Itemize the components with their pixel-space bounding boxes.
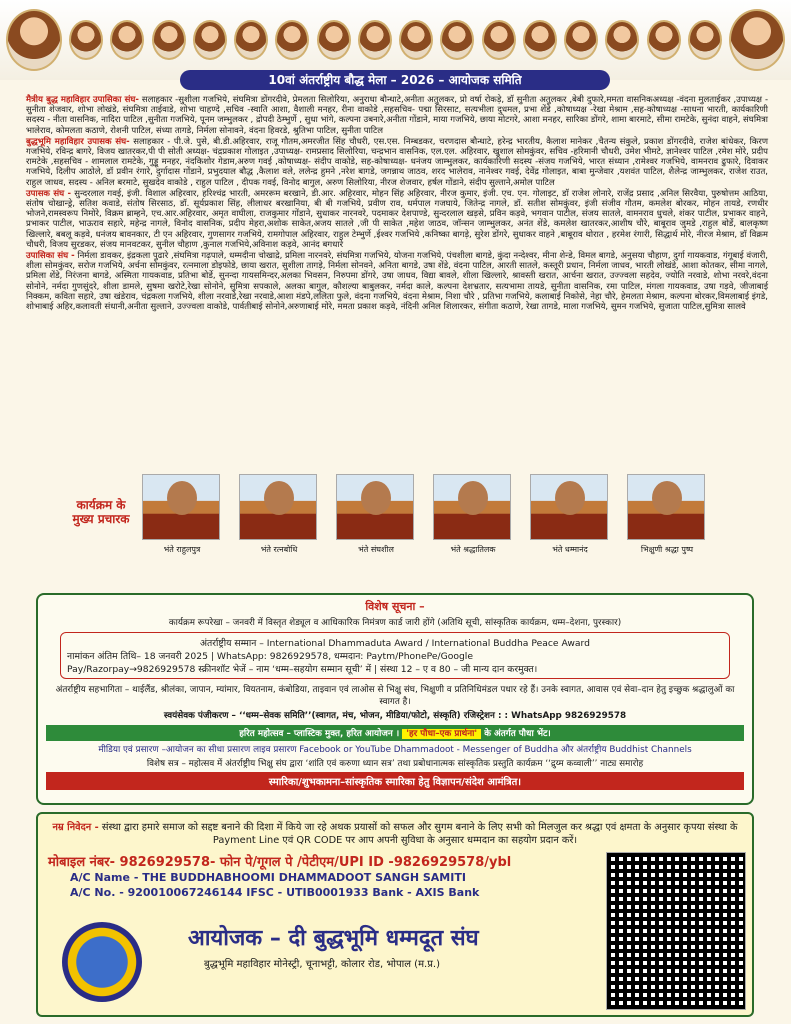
humble-request [48, 820, 742, 846]
preacher-card [627, 474, 707, 586]
preacher-photos [142, 474, 772, 586]
preacher-photo [530, 474, 608, 540]
media-broadcast: मीडिया एवं प्रसारण –आयोजन का सीधा प्रसारण लाइव प्रसारण Facebook or YouTube Dhammadoot - Messenger of Buddha और अंतर्राष्ट्रीय Buddhist Channels [98, 745, 692, 755]
volunteer-registration: स्वयंसेवक पंजीकरण – ‘‘धम्म–सेवक समिति’’(स्वागत, मंच, भोजन, मीडिया/फोटो, संस्कृति) रजिस्ट्रेशन : : WhatsApp 9826929578 [163, 711, 627, 721]
committee-members: निर्मला डावकर, इंद्रकला पुढारे ,संघमित्रा गढ़पाले, धम्मदीना चोखाद्रे, प्रमिला नारनवरे, संघमित्रा गजभिये, योजना गजभिये, पंचशीला बागडे, कुंदा नन्देश्वर, मीना शेन्डे, विमल बागडे, अनुसया चौहाण, दुर्गा गायकवाड, गंगूबाई वंजारी, शीला सोमकुंवर, सरोज गजभिये, अर्चना सोमकुंवर, रत्नमाला डोइफोडे, छाया खरात, सुशीला तागड़े, निर्मला सोनवने, अनिता बागडे, उषा शेंडे, वंदना पाटिल, आरती सातले, कस्तूरी प्रधान, निर्मला जाधव, भारती लोखंडे, आशा कोतकर, सीमा नागले, प्रमिला शेंडे, निरंजना बागडे, अस्मिता गायकवाड, प्रतिभा बोर्डे, सुनन्दा गायसमिन्दर,अलका भिवसन, निरुपमा डोंगरे, उषा जाधव, विद्या बावले, शीला खिल्लारे, श्रावस्ती खरात, आर्चना खरात, उज्ज्वला सहदेव, ज्योति नरवाडे, शोभा नरवरे,वंदना सोनोने, नर्मदा गुणसुंदरे, शीला डामले, सुषमा खरोटे,रेखा सोनोने, सुमित्रा सपकाले, अलका बागुल, कौशल्या बाबुलकर, नर्मदा काले, कल्पना देशभ्रतार, सत्यभामा तायडे, सुनीता वासनिक, रमा पाटिल, मंगला गायकवाड, उषा गड़वे, जीजाबाई निक्कम, कविता सहारे, उषा खंडेराव, चंद्रकला गजभिये, शीला नरवाडे,रेखा नरवाडे,आशा मंडपे,ललिता फुले, वंदना गजभिये, वंदना मेश्राम, निशा चौरे , प्रतिभा गजभिये, कलाबाई निकोसे, नेहा चौरे, हेमलता मेश्राम, कल्पना बोरकर,विमलाबाई इंगडे, शोभाबाई अहिर,कलावती संधानी,अनीता सुल्ताने, उज्ज्वला वाकोडे, पार्वतीबाई सोनोने,अरुणाबाई मोरे, ममता प्रकाश कड़वे, नंदिनी अनिल शिलारकर, संगीता कठाणे, रेखा तागडे, माला गजभिये, सुमन गजभिये, सुजाता पाटिल,सुमित्रा सालवे [26, 251, 768, 313]
portrait-image [358, 20, 392, 60]
preacher-card [239, 474, 319, 586]
committee-list [26, 95, 768, 313]
green-festival-text: हरित महोत्सव – प्लास्टिक मुक्त, हरित आयोजन । [239, 729, 400, 739]
donation-box [36, 812, 754, 1017]
preacher-card [530, 474, 610, 586]
portrait-image [317, 20, 351, 60]
preacher-name: भिक्षुणी श्रद्धा पुष्प [640, 545, 694, 554]
portrait-image [234, 20, 268, 60]
page-title: 10वां अंतर्राष्ट्रीय बौद्ध मेला – 2026 – आयोजक समिति [180, 70, 610, 90]
portrait-image [440, 20, 474, 60]
award-box [60, 632, 730, 679]
organizer-name: आयोजक – दी बुद्धभूमि धम्मदूत संघ [188, 926, 479, 951]
portrait-image [193, 20, 227, 60]
souvenir-bar: स्मारिका/शुभकामना–सांस्कृतिक स्मारिका हेतु विज्ञापन/संदेश आमंत्रित। [46, 772, 744, 790]
preacher-photo [627, 474, 705, 540]
account-name: A/C Name - THE BUDDHABHOOMI DHAMMADOOT SANGH SAMITI [70, 871, 466, 884]
portrait-image [275, 20, 309, 60]
award-title: अंतर्राष्ट्रीय सम्मान – International Dhammaduta Award / International Buddha Peace Award [200, 638, 590, 649]
portrait-image [152, 20, 186, 60]
portrait-strip [0, 0, 791, 80]
committee-members: सलाहकार -सुशीला गजभिये, संघमित्रा डोंगरदीवे, प्रेमलता सिलोरिया, अनुराधा बौन्धाटे,अनीता अतुलकर, प्रो वर्षा रोकड़े, डॉ सुनीता अतुलकर ,बेबी दुफारे,ममता वासनिकअध्यक्ष -वंदना मुलताईकर ,उपाध्यक्ष - सुनीता शेजवार, शोभा लोखंडे, संघमित्रा ताईवाडे, शोभा चाहण्दे ,सचिव -स्वाति आशा, वैशाली मनहर, रीना वाकोडे ,सहसचिव- पद्मा सिरसाट, सत्यभीला दुधमल, प्रभा शेंडे ,कोषाध्यक्ष -रेखा मेश्राम ,सह-कोषाध्यक्ष -साधना भारती, कार्यकारिणी सदस्य - नीता वासनिक, नादिरा पाटिल ,सुनीता गजभिये, पूनम जम्भुलकर , द्रोपदी ठेम्भुर्णे , सुधा भांगे, कल्पना उबनारे,अनीता गोंडाने, माया गजभिये, छाया मोटगरे, आशा मनहर, सारिका डोंगरे, शामा बारमाटे, सीमा रामटेके, सुनंदा वाहने, संघमित्रा भालेराव, कोमलता कठाणे, रोशनी पाटिल, संध्या तागडे, निर्मला सोनावने, वंदना हिवरडे, श्रुतिभा पाटिल, सुनीता पाटिल [26, 95, 769, 136]
preacher-name: भंते रत्नबोधि [260, 545, 298, 554]
program-outline: कार्यक्रम रूपरेखा – जनवरी में विस्तृत शेड्यूल व आधिकारिक निमंत्रण कार्ड जारी होंगे (अतिथि सूची, सांस्कृतिक कार्यक्रम, धम्म–देशना, पुरस्कार) [168, 618, 622, 628]
preacher-photo [336, 474, 414, 540]
portrait-image [69, 20, 103, 60]
committee-paragraph [26, 137, 768, 188]
portrait-image [605, 20, 639, 60]
preacher-name: भंते राहुलपुत्र [163, 545, 201, 554]
committee-paragraph [26, 189, 768, 250]
committee-paragraph [26, 251, 768, 312]
green-highlight: 'हर पौधा–एक प्रार्थना' [402, 729, 481, 739]
preacher-card [336, 474, 416, 586]
portrait-image [523, 20, 557, 60]
committee-heading: उपासिका संघ - [26, 251, 75, 262]
account-number: A/C No. - 920010067246144 IFSC - UTIB0001933 Bank - AXIS Bank [70, 886, 480, 899]
award-nomination: नामांकन अंतिम तिथि– 18 जनवरी 2025 | WhatsApp: 9826929578, धम्मदान: Paytm/PhonePe/Google [67, 651, 473, 662]
portrait-image [729, 9, 785, 71]
preacher-photo [239, 474, 317, 540]
organization-logo [62, 922, 142, 1002]
portrait-image [688, 20, 722, 60]
humble-lead: नम्र निवेदन - [52, 822, 99, 833]
international-participation: अंतर्राष्ट्रीय सहभागिता – थाईलैंड, श्रीलंका, जापान, म्यांमार, वियतनाम, कंबोडिया, ताइवान एवं लाओस से भिक्षु संघ, भिक्षुणी व प्रतिनिधिमंडल पधार रहे हैं। उनके स्वागत, आवास एवं सेवा–दान हेतु इच्छुक श्रद्धालुओं का स्वागत है। [55, 685, 735, 707]
program-label: कार्यक्रम के मुख्य प्रचारक [72, 498, 130, 526]
portrait-image [482, 20, 516, 60]
special-notice-box [36, 593, 754, 805]
qr-code [606, 852, 746, 1010]
humble-text: संस्था द्वारा हमारे समाज को सद्दष्ट बनाने की दिशा में किये जा रहे अथक प्रयासों को सफल और सुगम बनाने के लिए सभी को मिलजुल कर श्रद्धा एवं क्षमता के अनुसार कृपया संस्था के Payment Line एवं QR CODE पर आप अपनी सुविधा के अनुसार धम्मदान का सहयोग प्रदान करें। [98, 822, 738, 846]
mobile-upi: मोबाइल नंबर- 9826929578- फोन पे/गूगल पे /पेटीएम/UPI ID -9826929578/ybl [48, 855, 512, 870]
preacher-name: भंते श्रद्धातिलक [450, 545, 496, 554]
preacher-card [433, 474, 513, 586]
committee-heading: मैत्रीय बुद्ध महाविहार उपासिका संघ- [26, 95, 139, 105]
organizer-address: बुद्धभूमि महाविहार मोनेस्ट्री, चूनाभट्टी, कोलार रोड, भोपाल (म.प्र.) [204, 959, 441, 970]
committee-members: सलाहकार - पी.जे. पुसे, बी.डी.अहिरवार, राजू गौतम,अमरजीत सिंह चौधरी, एस.एस. निम्बडकर, चरणदास बौन्धाटे, हरेन्द्र भारतीय, कैलाश मानेकर ,चैतन्य संकुले, प्रकाश डोंगरदीवे, राजेश बांधेकर, किरण गजभिये, रविन्द्र बागरे, विजय खातरकर,पी पी सोती अध्यक्ष- चंद्रप्रकाश गोलाइत ,उपाध्यक्ष- रामप्रसाद सिलोरिया, चन्द्रभान वासनिक, एल.एल. अहिरवार, खुशाल सोमकुंवर, सचिव -हरिमानी चौधरी, उमेश भीमटे, ज्ञानेश्वर पाटिल ,रमेश मोरे, प्रदीप रामटेके ,सहसचिव - शामलाल रामटेके, गुड्डू मनहर, नंदकिशोर गेडाम,अरुण गवई ,कोषाध्यक्ष- संदीप वाकोडे, सह-कोषाध्यक्ष- धनंजय जाम्भुलकर, कार्यकारिणी सदस्य -संजय गजभिये, भारत संध्यान ,रामेश्वर गजभिये, वामनराव ढुफारे, दिवाकर गजभिये, दिलीप आठोले, डॉ प्रवीन रंगारे, दुर्गादास गोंडाने, प्रभुदयाल बौद्ध ,कैलाश वले, ललेन्द्र हुमने ,नरेश बागडे, जगन्नाथ जाठव, शरद भालेराव, नानेश्वर गवई, देवेंद्र गोलाइत, बाबा मुन्जेवार ,यशवंत पाटिल, शैलेन्द्र जाम्भुलकर, राजेश राउत, राहुल जाधव, सदस्य - अनिल बरमाटे, सुखदेव वाकोडे , राहुल पाटिल , दीपक गवई, विनोद बागुल, अरुण सिलोरिया, नीरज शेजवार, हर्षल गोंडाने, संदीप सुल्ताने,अमोल पाटिल [26, 136, 768, 188]
committee-heading: उपासक संघ - [26, 188, 72, 199]
green-tail: के अंतर्गत पौधा भेंट। [484, 729, 551, 739]
green-festival-bar [46, 725, 744, 741]
committee-heading: बुद्धभूमि महाविहार उपासक संघ- [26, 136, 130, 147]
committee-paragraph [26, 95, 768, 136]
portrait-image [647, 20, 681, 60]
preacher-name: भंते धम्मानंद [552, 545, 588, 554]
award-payment: Pay/Razorpay→9826929578 स्क्रीनशॉट भेजें – नाम ‘धम्म–सहयोग सम्मान सूची’ में | संस्था 12 – ए व 80 – जी मान्य दान करमुक्त। [67, 664, 538, 675]
portrait-image [564, 20, 598, 60]
committee-members: सुन्दरलाल गवई, इंजी. विशाल अहिरवार, हरिश्चंद्र भारती, अमररूम बरखाने, डी.आर. अहिरवार, मोहन सिंह अहिरवार, नीरज कुमार, इंजी. एच. एन. गोलाइट, डॉ राजेश लोनारे, राजेंद्र प्रसाद ,अनिल सिरवैया, पुरुषोत्तम आठिया, संतोष चोखान्ड्रे, सतिश कवाडे, संतोष सिरसाठ, डॉ. सूर्यप्रकाश सिंह, लीलाधर बरखानिया, बी बी गजभिये, प्रवीण राव, धर्मपाल गजघाये, जितेन्द्र नागले, डॉ. सतीश सोमकुंवर, इंजी संजीव गौतम, कमलेश बोरकर, मोहन तायडे, रणधीर भोजने,रामस्वरूप निमोरे, विक्रम ब्राम्हने, एच.आर.अहिरवार, अमृत वाघीला, राजकुमार गोंडाने, सुधाकर नारनवरे, पदमाकर देशपाण्डे, सुन्दरलाल खड़से, प्रविन कड़वे, भगवान पाटील, संजय सातले, वामनराव धुचले, शंकर पाटील, प्रभाकर वाहने, प्रभाकर पाटील, भाऊराव सहारे, महेन्द्र नागले, विनोद वासनिक, प्रदीप मेहरा,अशोक साकेत,अजय सातले ,जी पी साकेत ,महेश जाठव, जॉन्सन जाम्भुलकर, अनंत शेंडे, कमलेश खातरकर,आशीष चौरे, बाबूराव जुमडे ,राहुल बोर्डे, बालकृष्ण खिल्लारे, बबलू कड़वे, धनंजय बावनकार, टी एन अहिरवार, गुणसागर गजभिये, रामगोपाल अहिरवार, राहुल टेम्भुर्णे ,ईश्वर गजभिये ,कनिष्का बागड़े, सुरेश डोंगरे, सुधाकर वाहने ,बाबूराव थोरात , हरमेश रंगारी, सिद्धार्थ मोरे, नीरज मेश्राम, डॉ विक्रम चौधरी, विजय सुरडकर, संजय मानवटकर, सुनील चौहाण ,कुनाल गजभिये,अविनाश कड़वे, आनंद बगधारे [26, 188, 768, 250]
portrait-image [110, 20, 144, 60]
preacher-card [142, 474, 222, 586]
portrait-image [6, 9, 62, 71]
portrait-image [399, 20, 433, 60]
preacher-name: भंते संघशील [358, 545, 394, 554]
special-session: विशेष सत्र – महोत्सव में अंतर्राष्ट्रीय भिक्षु संघ द्वारा ‘शांति एवं करुणा ध्यान सत्र’ तथा प्रबोधानात्मक सांस्कृतिक प्रस्तुति कार्यक्रम ‘‘द्रुय्म कव्वाली’’ नाट्य समारोह [146, 759, 644, 769]
preacher-photo [142, 474, 220, 540]
preacher-photo [433, 474, 511, 540]
notice-title: विशेष सूचना – [365, 600, 425, 613]
